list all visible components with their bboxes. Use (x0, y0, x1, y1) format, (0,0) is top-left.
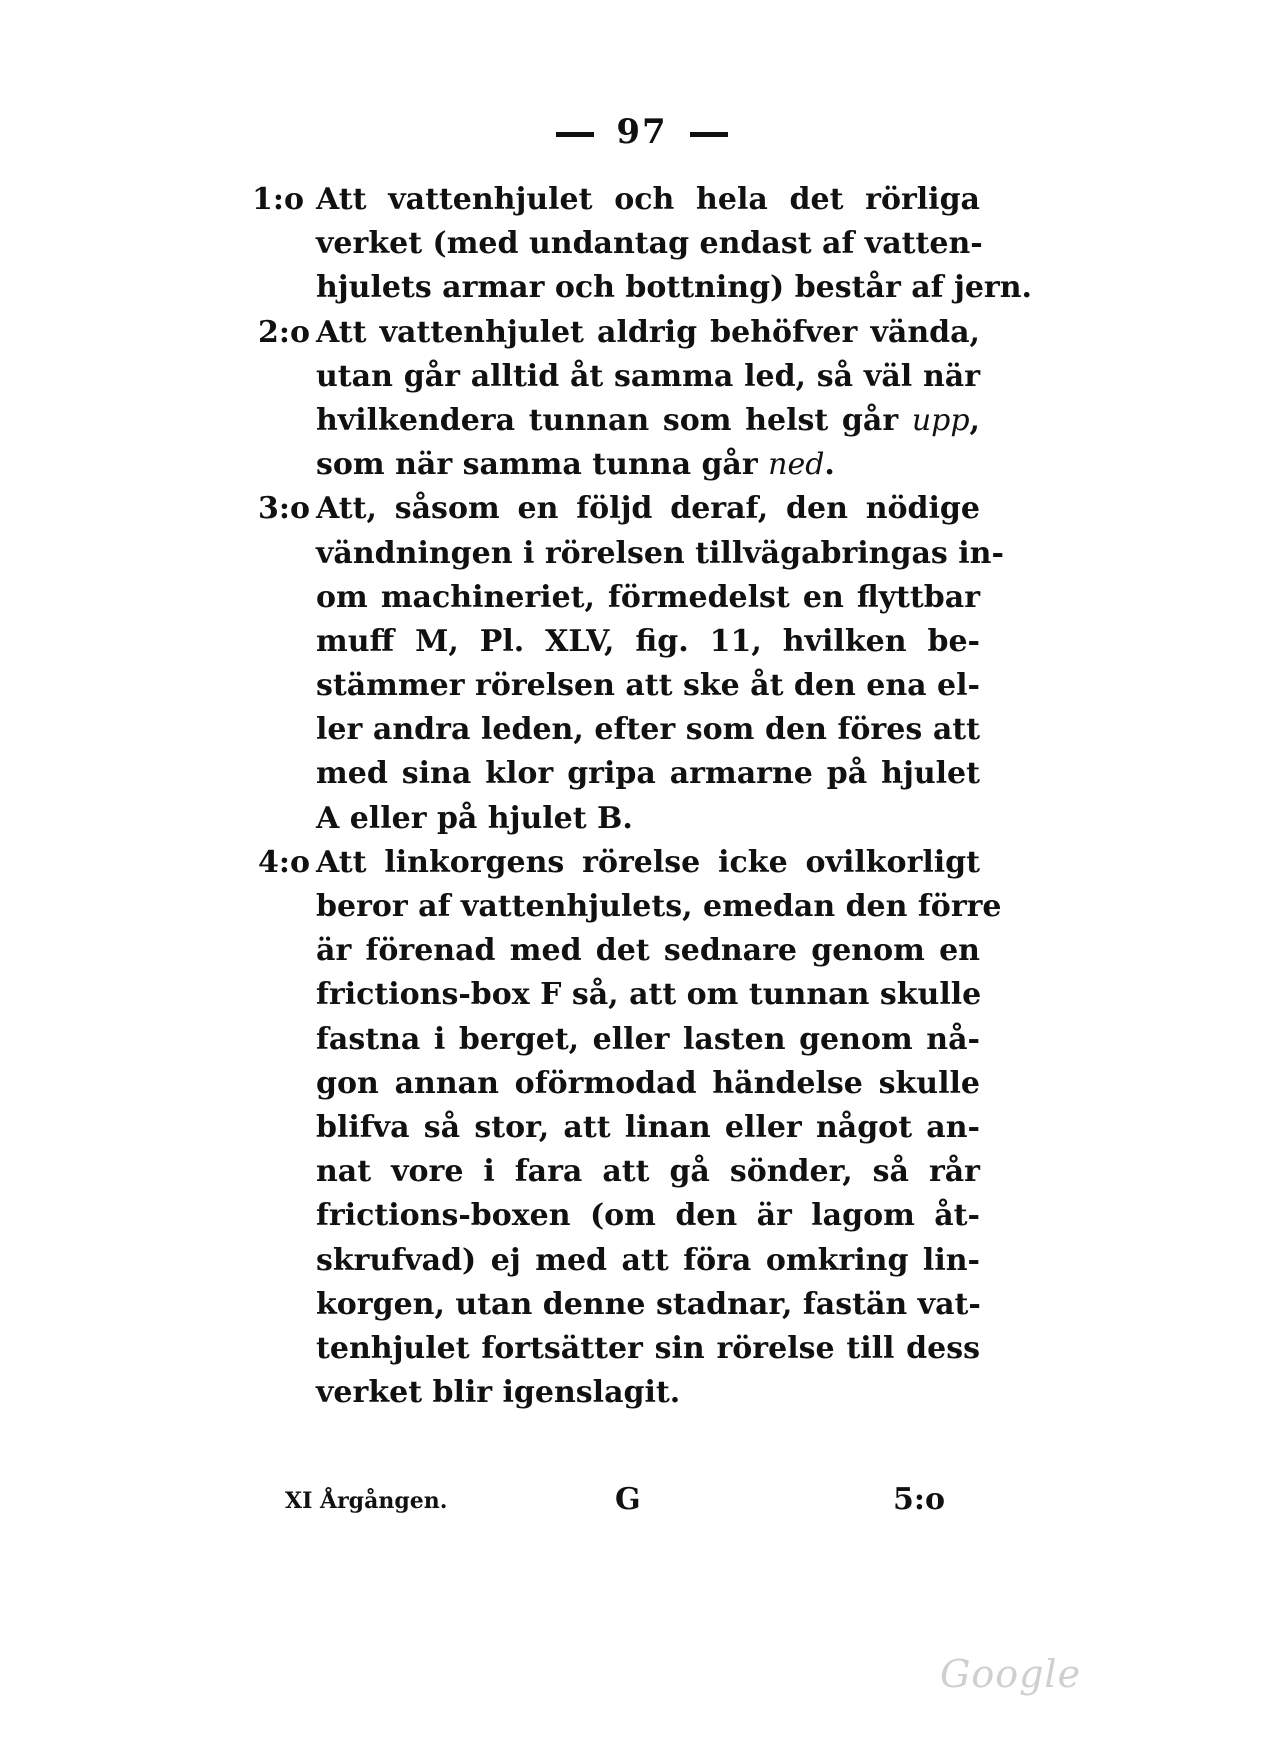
text-line: korgen, utan denne stadnar, fastän vat- (316, 1286, 981, 1322)
text-line: stämmer rörelsen att ske åt den ena el- (316, 668, 980, 704)
digitizer-watermark: Google (940, 1652, 1082, 1696)
decorative-dash-right (690, 132, 728, 137)
text-line: 1:o Att vattenhjulet och hela det rörliga (258, 178, 980, 222)
italic-word: upp (911, 402, 970, 438)
text-line: utan går alltid åt samma led, så väl när (316, 358, 980, 394)
signature-mark: XI Årgången. (285, 1488, 448, 1514)
decorative-dash-left (556, 132, 594, 137)
page-number-text: 97 (616, 112, 668, 152)
text-line: hjulets armar och bottning) består af jern. (316, 270, 1032, 306)
text-line: hvilkendera tunnan som helst går upp, (316, 402, 980, 438)
text-line: verket blir igenslagit. (316, 1375, 681, 1411)
text-line: frictions-box F så, att om tunnan skulle (316, 977, 982, 1013)
text-line: skrufvad) ej med att föra omkring lin- (316, 1242, 980, 1278)
text-line: frictions-boxen (om den är lagom åt- (316, 1198, 980, 1234)
text-line: gon annan oförmodad händelse skulle (316, 1065, 980, 1101)
text-line: med sina klor gripa armarne på hjulet (316, 756, 980, 792)
text-line: 2:o Att vattenhjulet aldrig behöfver vända, (258, 311, 980, 355)
body-text (252, 178, 1032, 1415)
text-line: blifva så stor, att linan eller något an- (316, 1109, 980, 1145)
text-line: fastna i berget, eller lasten genom nå- (316, 1021, 980, 1057)
page-number (0, 112, 1284, 152)
text-line: om machineriet, förmedelst en flyttbar (316, 579, 980, 615)
text-line: A eller på hjulet B. (316, 800, 633, 836)
text-line: nat vore i fara att gå sönder, så rår (316, 1154, 980, 1190)
item-number: 1:o (252, 182, 304, 217)
catchword: 5:o (893, 1482, 945, 1517)
text-line: 4:o Att linkorgens rörelse icke ovilkorligt (258, 841, 980, 885)
text-line: vändningen i rörelsen tillvägabringas in- (316, 535, 1004, 571)
italic-word: ned (768, 447, 825, 483)
text-line: är förenad med det sednare genom en (316, 933, 980, 969)
text-line: som när samma tunna går ned. (316, 447, 835, 483)
item-number: 4:o (258, 844, 310, 880)
text-line: 3:o Att, såsom en följd deraf, den nödige (258, 487, 980, 531)
text-line: ler andra leden, efter som den föres att (316, 712, 980, 748)
item-number: 3:o (258, 491, 310, 527)
item-number: 2:o (258, 314, 310, 350)
text-line: beror af vattenhjulets, emedan den förre (316, 889, 1002, 924)
gathering-letter: G (615, 1482, 641, 1517)
text-line: muff M, Pl. XLV, fig. 11, hvilken be- (316, 623, 980, 659)
text-line: tenhjulet fortsätter sin rörelse till dess (316, 1330, 980, 1366)
text-line: verket (med undantag endast af vatten- (316, 226, 983, 262)
